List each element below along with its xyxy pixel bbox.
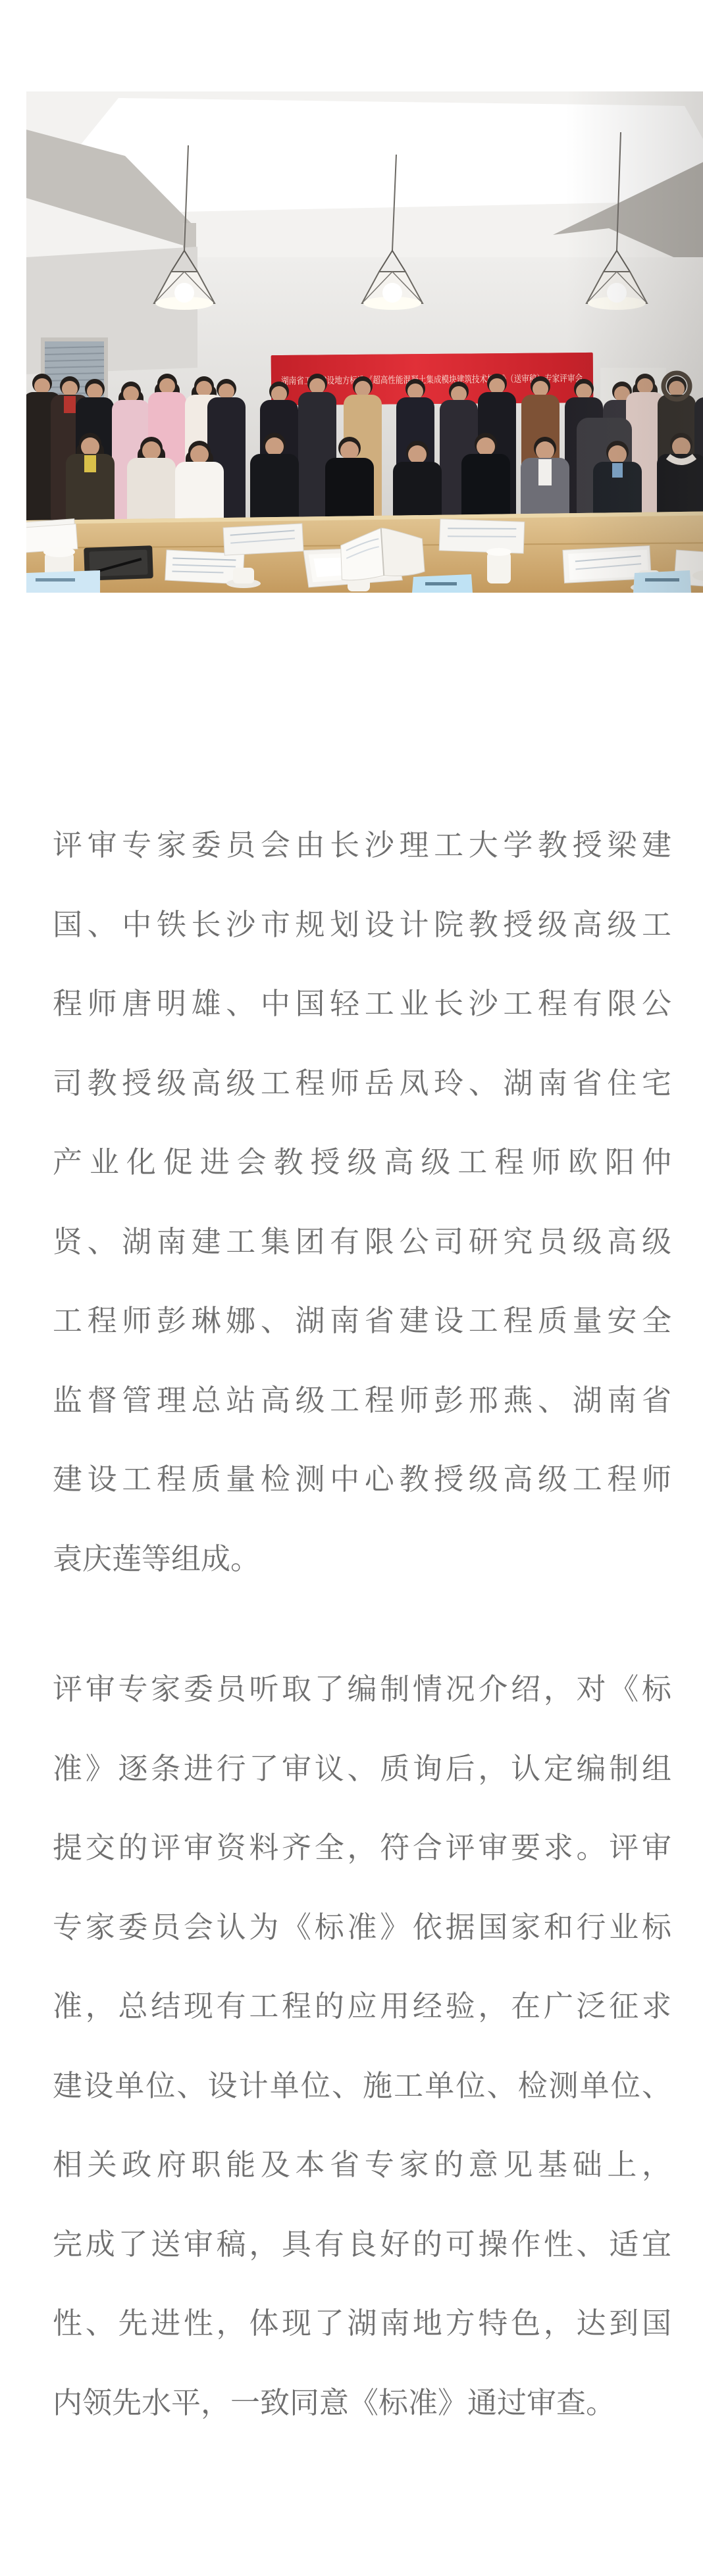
text-line: 性、先进性，体现了湖南地方特色，达到国 xyxy=(53,2306,671,2340)
banner-text: 湖南省工程建设地方标准《超高性能混凝土集成模块建筑技术标准》（送审稿）专家评审会 xyxy=(280,373,658,387)
text-line: 国、中铁长沙市规划设计院教授级高级工 xyxy=(53,907,671,941)
text-line: 专家委员会认为《标准》依据国家和行业标 xyxy=(53,1910,671,1944)
text-line: 司教授级高级工程师岳凤玲、湖南省住宅 xyxy=(53,1066,671,1100)
text-line: 袁庆莲等组成。 xyxy=(53,1541,261,1575)
text-line: 准，总结现有工程的应用经验，在广泛征求 xyxy=(53,1989,671,2023)
meeting-photo-svg xyxy=(26,91,703,593)
text-line: 完成了送审稿，具有良好的可操作性、适宜 xyxy=(53,2227,671,2261)
text-line: 准》逐条进行了审议、质询后，认定编制组 xyxy=(53,1751,671,1785)
text-line: 相关政府职能及本省专家的意见基础上， xyxy=(53,2148,671,2181)
text-line: 工程师彭琳娜、湖南省建设工程质量安全 xyxy=(53,1304,671,1337)
text-line: 产业化促进会教授级高级工程师欧阳仲 xyxy=(53,1145,671,1179)
text-line: 建设单位、设计单位、施工单位、检测单位、 xyxy=(53,2068,671,2102)
text-line: 评审专家委员听取了编制情况介绍，对《标 xyxy=(53,1672,671,1706)
article-paragraph-2 xyxy=(53,1650,671,2442)
text-line: 程师唐明雄、中国轻工业长沙工程有限公 xyxy=(53,987,671,1020)
meeting-photo xyxy=(26,91,703,593)
text-line: 评审专家委员会由长沙理工大学教授梁建 xyxy=(53,828,671,862)
text-line: 建设工程质量检测中心教授级高级工程师 xyxy=(53,1462,671,1496)
photo-vignette xyxy=(566,91,703,593)
article-paragraph-1 xyxy=(53,806,671,1598)
name-card xyxy=(26,570,100,593)
text-line: 监督管理总站高级工程师彭邢燕、湖南省 xyxy=(53,1383,671,1417)
name-card xyxy=(412,574,473,593)
text-line: 提交的评审资料齐全，符合评审要求。评审 xyxy=(53,1831,671,1864)
text-line: 内领先水平，一致同意《标准》通过审查。 xyxy=(53,2385,616,2419)
text-line: 贤、湖南建工集团有限公司研究员级高级 xyxy=(53,1224,671,1258)
